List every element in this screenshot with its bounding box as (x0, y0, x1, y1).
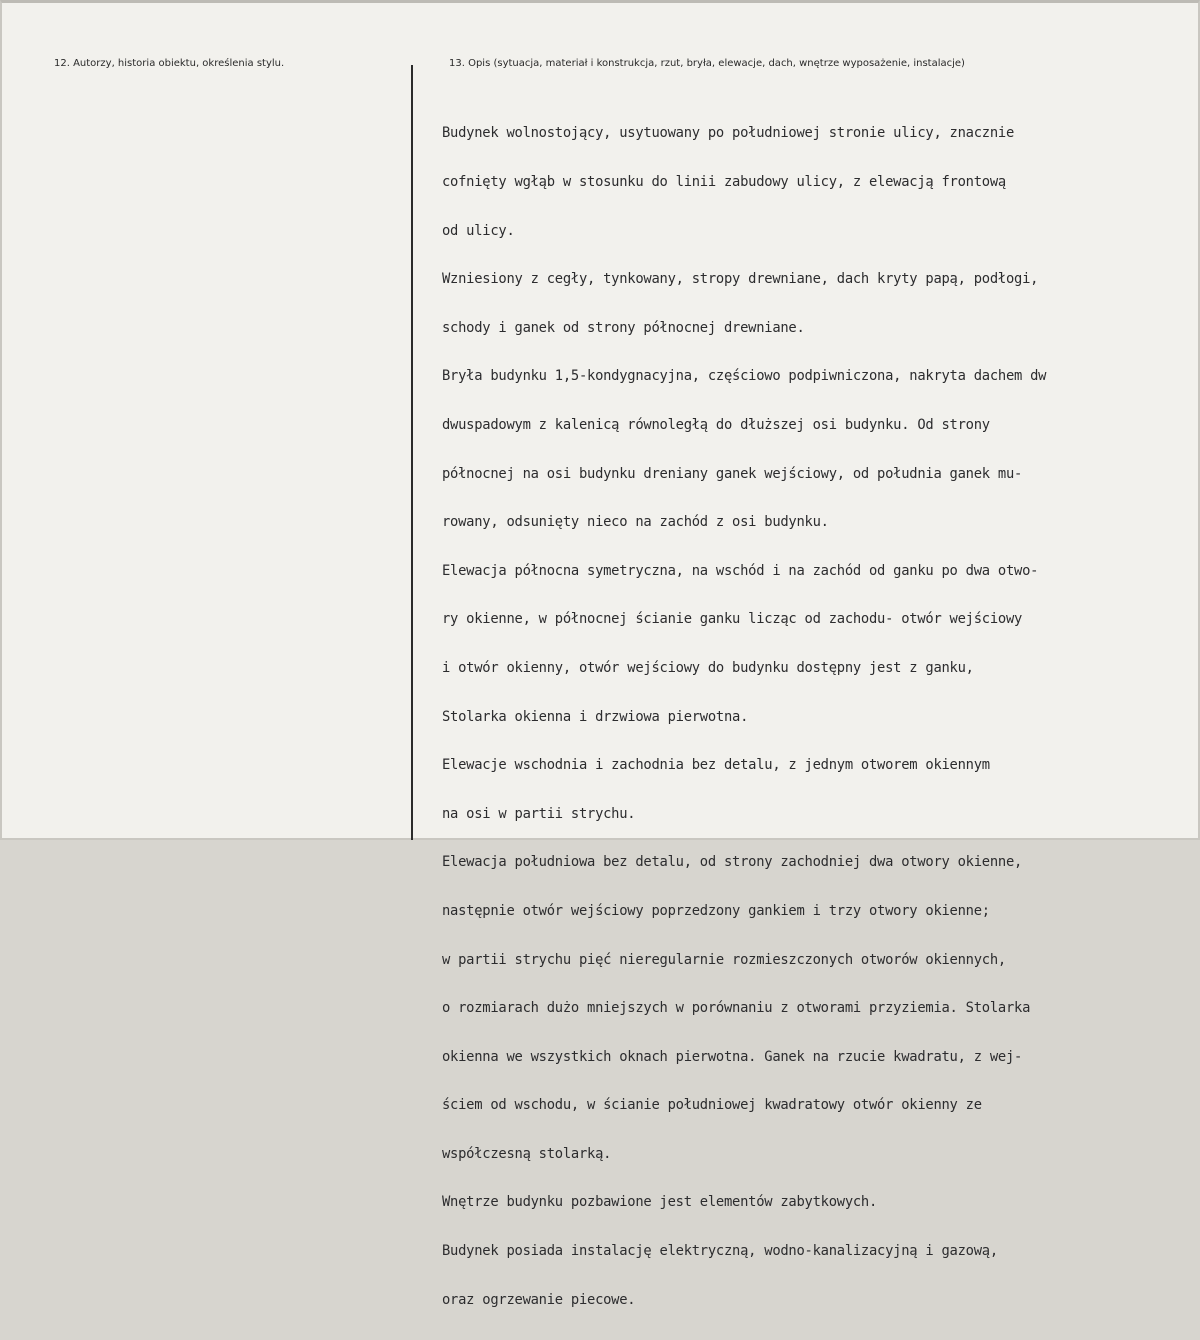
description-line: Elewacja południowa bez detalu, od strony zachodniej dwa otwory okienne, (442, 854, 1023, 871)
description-line: i otwór okienny, otwór wejściowy do budynku dostępny jest z ganku, (442, 659, 974, 676)
description-line: współczesną stolarką. (442, 1145, 612, 1162)
section-12-label: 12. Autorzy, historia obiektu, określenia stylu. (54, 58, 285, 69)
description-line: w partii strychu pięć nieregularnie rozmieszczonych otworów okiennych, (442, 951, 1006, 968)
description-line: dwuspadowym z kalenicą równoległą do dłuższej osi budynku. Od strony (442, 416, 990, 433)
description-line: schody i ganek od strony północnej drewniane. (442, 319, 805, 336)
description-line: Stolarka okienna i drzwiowa pierwotna. (442, 708, 749, 725)
section-13-typed-description (442, 93, 1200, 1340)
description-line: na osi w partii strychu. (442, 805, 636, 822)
description-line: okienna we wszystkich oknach pierwotna. Ganek na rzucie kwadratu, z wej- (442, 1048, 1023, 1065)
description-line: o rozmiarach dużo mniejszych w porównaniu z otworami przyziemia. Stolarka (442, 1000, 1031, 1017)
description-line: Budynek posiada instalację elektryczną, wodno-kanalizacyjną i gazową, (442, 1243, 998, 1260)
description-line: cofnięty wgłąb w stosunku do linii zabudowy ulicy, z elewacją frontową (442, 174, 1006, 190)
description-line: Wnętrze budynku pozbawione jest elementów zabytkowych. (442, 1194, 878, 1211)
description-line: północnej na osi budynku dreniany ganek wejściowy, od południa ganek mu- (442, 465, 1023, 482)
description-line: oraz ogrzewanie piecowe. (442, 1291, 636, 1308)
description-line: następnie otwór wejściowy poprzedzony gankiem i trzy otwory okienne; (442, 902, 990, 919)
description-line: ry okienne, w północnej ścianie ganku licząc od zachodu- otwór wejściowy (442, 611, 1023, 628)
description-line: Elewacja północna symetryczna, na wschód i na zachód od ganku po dwa otwo- (442, 562, 1039, 579)
description-line: ściem od wschodu, w ścianie południowej kwadratowy otwór okienny ze (442, 1097, 982, 1114)
description-line: Wzniesiony z cegły, tynkowany, stropy drewniane, dach kryty papą, podłogi, (442, 271, 1039, 288)
description-line: Elewacje wschodnia i zachodnia bez detalu, z jednym otworem okiennym (442, 757, 990, 774)
description-line: Bryła budynku 1,5-kondygnacyjna, częściowo podpiwniczona, nakryta dachem dw (442, 368, 1047, 385)
section-13-label: 13. Opis (sytuacja, materiał i konstrukcja, rzut, bryła, elewacje, dach, wnętrze wyposażenie, instalacje) (449, 58, 965, 69)
description-line: Budynek wolnostojący, usytuowany po południowej stronie ulicy, znacznie (442, 125, 1015, 142)
description-line: od ulicy. (442, 222, 515, 239)
description-line: rowany, odsunięty nieco na zachód z osi budynku. (442, 514, 829, 531)
column-divider (411, 65, 413, 840)
